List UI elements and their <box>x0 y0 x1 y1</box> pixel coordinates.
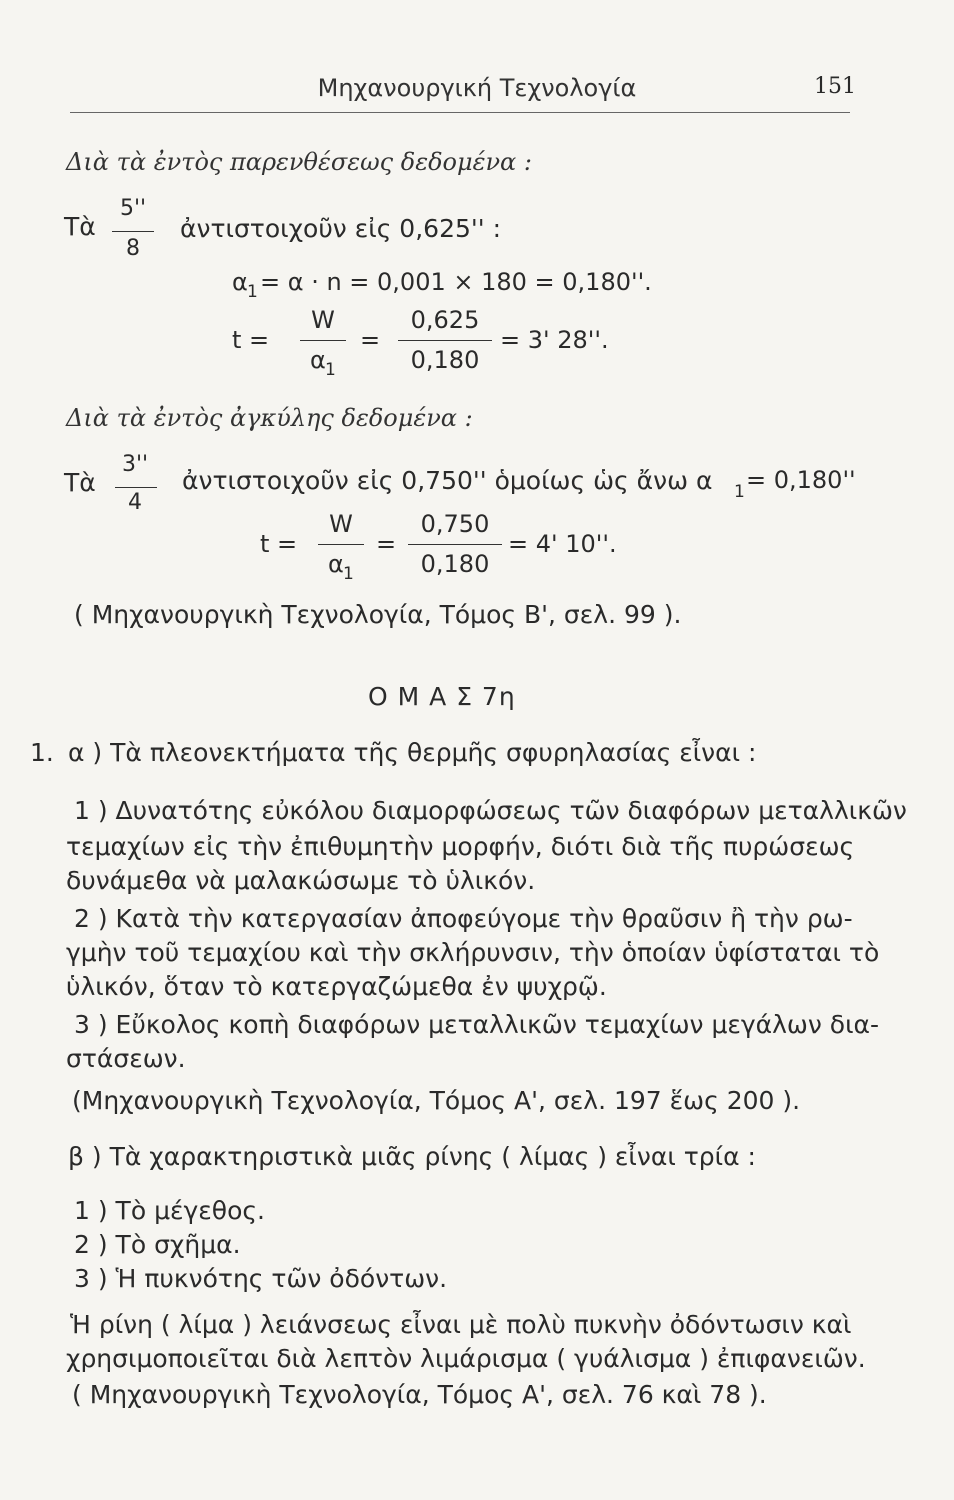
part1-ta: Τὰ <box>64 212 96 241</box>
list-item: γμὴν τοῦ τεμαχίου καὶ τὴν σκλήρυνσιν, τὴν ὁποίαν ὑφίσταται τὸ <box>66 938 880 967</box>
part1-result: = 3' 28''. <box>500 326 609 354</box>
part1-numerator: 0,625 <box>410 306 480 334</box>
part2-a1-value: = 0,180'' <box>746 466 856 494</box>
list-item: 1 ) Δυνατότης εὐκόλου διαμορφώσεως τῶν διαφόρων μεταλλικῶν <box>74 796 907 825</box>
part1-equals: = <box>360 326 381 354</box>
running-header-title: Μηχανουργική Τεχνολογία <box>317 74 637 102</box>
list-item: 3 ) Εὔκολος κοπὴ διαφόρων μεταλλικῶν τεμαχίων μεγάλων δια- <box>74 1010 880 1039</box>
part2-fraction-denominator: 4 <box>128 490 142 515</box>
list-item: 1 ) Τὸ μέγεθος. <box>74 1196 266 1225</box>
part1-fraction-numerator: 5'' <box>119 196 147 221</box>
part1-corresponds-line: ἀντιστοιχοῦν εἰς 0,625'' : <box>180 214 501 243</box>
part2-alpha-subscript: 1 <box>343 564 354 584</box>
part2-corresponds-line: ἀντιστοιχοῦν εἰς 0,750'' ὁμοίως ὡς ἄνω α <box>182 466 713 495</box>
part2-alpha: α <box>328 550 344 578</box>
part1-a1-symbol: α <box>232 268 248 296</box>
part1-denominator: 0,180 <box>410 346 480 374</box>
question-a-intro: α ) Τὰ πλεονεκτήματα τῆς θερμῆς σφυρηλασίας εἶναι : <box>68 738 757 767</box>
part2-w: W <box>329 510 353 538</box>
question-b-intro: β ) Τὰ χαρακτηριστικὰ μιᾶς ρίνης ( λίμας ) εἶναι τρία : <box>68 1142 756 1171</box>
part2-w-fraction-bar <box>318 544 364 545</box>
header-rule <box>70 112 850 113</box>
part2-equals: = <box>376 530 397 558</box>
list-item: στάσεων. <box>66 1044 186 1073</box>
list-item: τεμαχίων εἰς τὴν ἐπιθυμητὴν μορφήν, διότι διὰ τῆς πυρώσεως <box>66 832 855 861</box>
paragraph-line: χρησιμοποιεῖται διὰ λεπτὸν λιμάρισμα ( γυάλισμα ) ἐπιφανειῶν. <box>66 1344 866 1373</box>
part1-a1-equation: = α · n = 0,001 × 180 = 0,180''. <box>260 268 652 296</box>
group-heading: Ο Μ Α Σ 7η <box>368 682 516 711</box>
part1-t-equals: t = <box>232 326 270 354</box>
part2-fraction-bar <box>115 487 157 488</box>
list-item: 2 ) Τὸ σχῆμα. <box>74 1230 241 1259</box>
question-a-reference: (Μηχανουργικὴ Τεχνολογία, Τόμος Α', σελ. 197 ἕως 200 ). <box>72 1086 801 1115</box>
part1-value-fraction-bar <box>398 340 492 341</box>
part2-t-equals: t = <box>260 530 298 558</box>
part2-heading: Διὰ τὰ ἐντὸς ἀγκύλης δεδομένα : <box>66 404 473 432</box>
part1-fraction-bar <box>112 231 154 232</box>
part2-ta: Τὰ <box>64 468 96 497</box>
part2-value-fraction-bar <box>408 544 502 545</box>
part2-denominator: 0,180 <box>420 550 490 578</box>
page-number: 151 <box>814 74 856 99</box>
question-number: 1. <box>30 738 54 767</box>
list-item: δυνάμεθα νὰ μαλακώσωμε τὸ ὑλικόν. <box>66 866 536 895</box>
part1-w: W <box>311 306 335 334</box>
part1-w-fraction-bar <box>300 340 346 341</box>
question-b-reference: ( Μηχανουργικὴ Τεχνολογία, Τόμος Α', σελ. 76 καὶ 78 ). <box>72 1380 767 1409</box>
part1-fraction-denominator: 8 <box>126 236 140 261</box>
part1-a1-subscript: 1 <box>247 282 258 302</box>
list-item: ὑλικόν, ὅταν τὸ κατεργαζώμεθα ἐν ψυχρῷ. <box>66 972 607 1001</box>
part1-heading: Διὰ τὰ ἐντὸς παρενθέσεως δεδομένα : <box>66 148 532 176</box>
list-item: 2 ) Κατὰ τὴν κατεργασίαν ἀποφεύγομε τὴν θραῦσιν ἢ τὴν ρω- <box>74 904 853 933</box>
part2-fraction-numerator: 3'' <box>121 452 149 477</box>
part2-result: = 4' 10''. <box>508 530 617 558</box>
part1-alpha: α <box>310 346 326 374</box>
part1-alpha-subscript: 1 <box>325 360 336 380</box>
list-item: 3 ) Ἡ πυκνότης τῶν ὀδόντων. <box>74 1264 448 1293</box>
paragraph-line: Ἡ ρίνη ( λίμα ) λειάνσεως εἶναι μὲ πολὺ πυκνὴν ὀδόντωσιν καὶ <box>70 1310 852 1339</box>
part2-numerator: 0,750 <box>420 510 490 538</box>
part2-a1-subscript: 1 <box>734 482 745 502</box>
part2-reference: ( Μηχανουργικὴ Τεχνολογία, Τόμος Β', σελ. 99 ). <box>74 600 682 629</box>
